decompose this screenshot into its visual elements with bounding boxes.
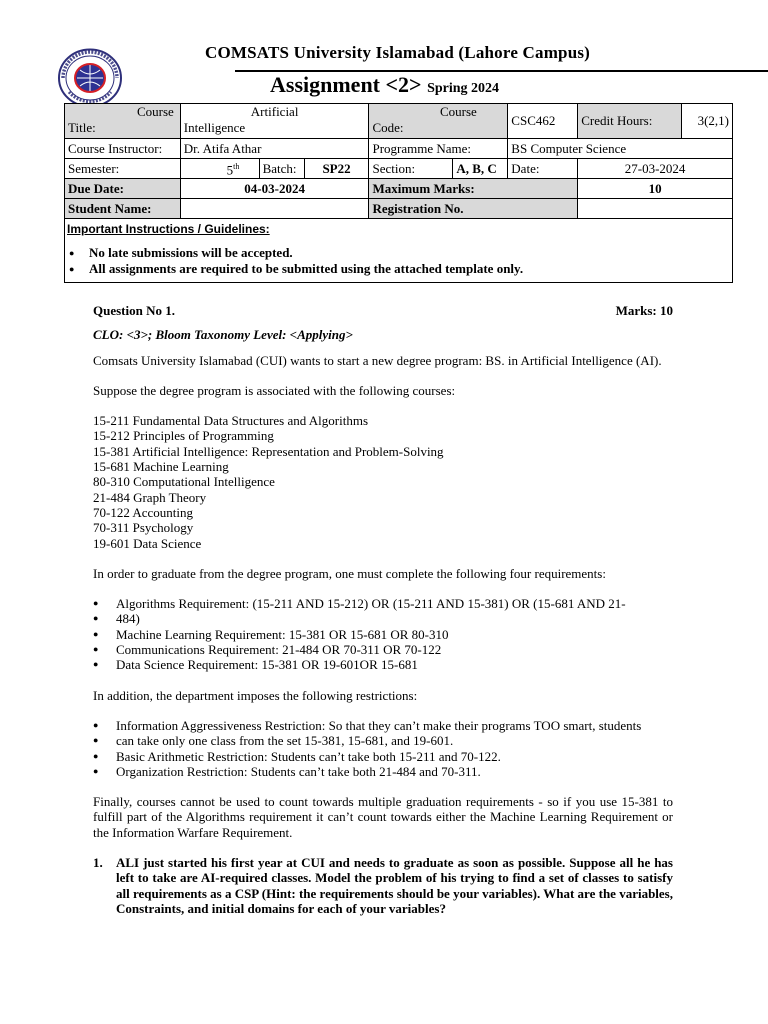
question-marks: Marks: 10: [615, 303, 673, 318]
restriction-item: ● Information Aggressiveness Restriction: So that they can’t make their programs TOO smart, students: [93, 718, 673, 733]
instruction-item: ● All assignments are required to be submitted using the attached template only.: [67, 261, 730, 277]
restrictions-list: [93, 718, 673, 779]
assignment-title: Assignment <2> Spring 2024: [270, 72, 500, 97]
question-body: [93, 303, 673, 916]
credit-hours-label: Credit Hours:: [578, 104, 682, 139]
programme-label: Programme Name:: [369, 139, 508, 159]
requirement-item: ● 484): [93, 611, 673, 626]
requirements-intro: In order to graduate from the degree program, one must complete the following four requirements:: [93, 565, 606, 581]
instruction-item: ● No late submissions will be accepted.: [67, 245, 730, 261]
due-date-label: Due Date:: [65, 179, 181, 199]
course-item: 15-381 Artificial Intelligence: Representation and Problem-Solving: [93, 443, 444, 459]
question-header: [93, 303, 673, 318]
date-label: Date:: [508, 159, 578, 179]
course-code-value: CSC462: [508, 104, 578, 139]
instructions-list: [67, 245, 730, 277]
due-date-value: 04-03-2024: [180, 179, 369, 199]
registration-label: Registration No.: [369, 199, 578, 219]
requirements-list: [93, 596, 673, 672]
question-label: Question No 1.: [93, 303, 175, 318]
course-code-label: Course Code:: [369, 104, 508, 139]
intro-paragraph: Comsats University Islamabad (CUI) wants to start a new degree program: BS. in Artificial Intelligence (AI).: [93, 352, 662, 368]
instructor-value: Dr. Atifa Athar: [180, 139, 369, 159]
course-title-value: Artificial Intelligence: [180, 104, 369, 139]
requirement-item: ● Algorithms Requirement: (15-211 AND 15-212) OR (15-211 AND 15-381) OR (15-681 AND 21-: [93, 596, 673, 611]
requirement-item: ● Data Science Requirement: 15-381 OR 19-601OR 15-681: [93, 657, 673, 672]
instructions-box: [65, 219, 733, 283]
task-list: [93, 855, 673, 916]
task-item: [93, 855, 673, 916]
course-list: [93, 413, 673, 551]
instructor-label: Course Instructor:: [65, 139, 181, 159]
semester-term: Spring 2024: [427, 81, 500, 96]
course-title-label: Course Title:: [65, 104, 181, 139]
max-marks-label: Maximum Marks:: [369, 179, 578, 199]
course-item: 19-601 Data Science: [93, 535, 202, 551]
instructions-heading: Important Instructions / Guidelines:: [67, 222, 270, 237]
requirement-item: ● Communications Requirement: 21-484 OR 70-311 OR 70-122: [93, 642, 673, 657]
course-item: 70-122 Accounting: [93, 504, 194, 520]
semester-label: Semester:: [65, 159, 181, 179]
semester-value: 5th: [180, 159, 259, 179]
registration-field[interactable]: [578, 199, 733, 219]
task-number: 1.: [93, 855, 103, 871]
batch-label: Batch:: [259, 159, 304, 179]
course-item: 15-212 Principles of Programming: [93, 428, 274, 444]
section-value: A, B, C: [453, 159, 508, 179]
restriction-item: ● Organization Restriction: Students can’t take both 21-484 and 70-311.: [93, 764, 673, 779]
course-item: 21-484 Graph Theory: [93, 489, 207, 505]
date-value: 27-03-2024: [578, 159, 733, 179]
credit-hours-value: 3(2,1): [681, 104, 732, 139]
requirement-item: ● Machine Learning Requirement: 15-381 OR 15-681 OR 80-310: [93, 627, 673, 642]
task-text: ALI just started his first year at CUI and needs to graduate as soon as possible. Suppose all he has left to take are AI-required classes. Model the problem of his trying to find a set of classes to satisfy all requirements as a CSP (Hint: the requirements should be your variables). What are the variables, Constraints, and initial domains for each of your variables?: [116, 855, 673, 916]
university-name: COMSATS University Islamabad (Lahore Campus): [205, 43, 591, 62]
student-name-field[interactable]: [180, 199, 369, 219]
restriction-item: ● can take only one class from the set 15-381, 15-681, and 19-601.: [93, 733, 673, 748]
course-item: 70-311 Psychology: [93, 520, 194, 536]
batch-value: SP22: [304, 159, 369, 179]
clo-line: CLO: <3>; Bloom Taxonomy Level: <Applying>: [93, 327, 353, 343]
section-label: Section:: [369, 159, 453, 179]
course-item: 15-681 Machine Learning: [93, 459, 229, 475]
course-info-table: [64, 103, 733, 283]
university-logo: [57, 48, 123, 108]
course-item: 15-211 Fundamental Data Structures and Algorithms: [93, 413, 368, 429]
student-name-label: Student Name:: [65, 199, 181, 219]
max-marks-value: 10: [578, 179, 733, 199]
courses-intro: Suppose the degree program is associated with the following courses:: [93, 382, 456, 398]
restriction-item: ● Basic Arithmetic Restriction: Students can’t take both 15-211 and 70-122.: [93, 749, 673, 764]
finally-paragraph: Finally, courses cannot be used to count towards multiple graduation requirements - so if you use 15-381 to fulfill part of the Algorithms requirement it can’t count towards either the Machine Learning Requirement or the Information Warfare Requirement.: [93, 794, 673, 840]
restrictions-intro: In addition, the department imposes the following restrictions:: [93, 687, 418, 703]
programme-value: BS Computer Science: [508, 139, 733, 159]
course-item: 80-310 Computational Intelligence: [93, 474, 275, 490]
